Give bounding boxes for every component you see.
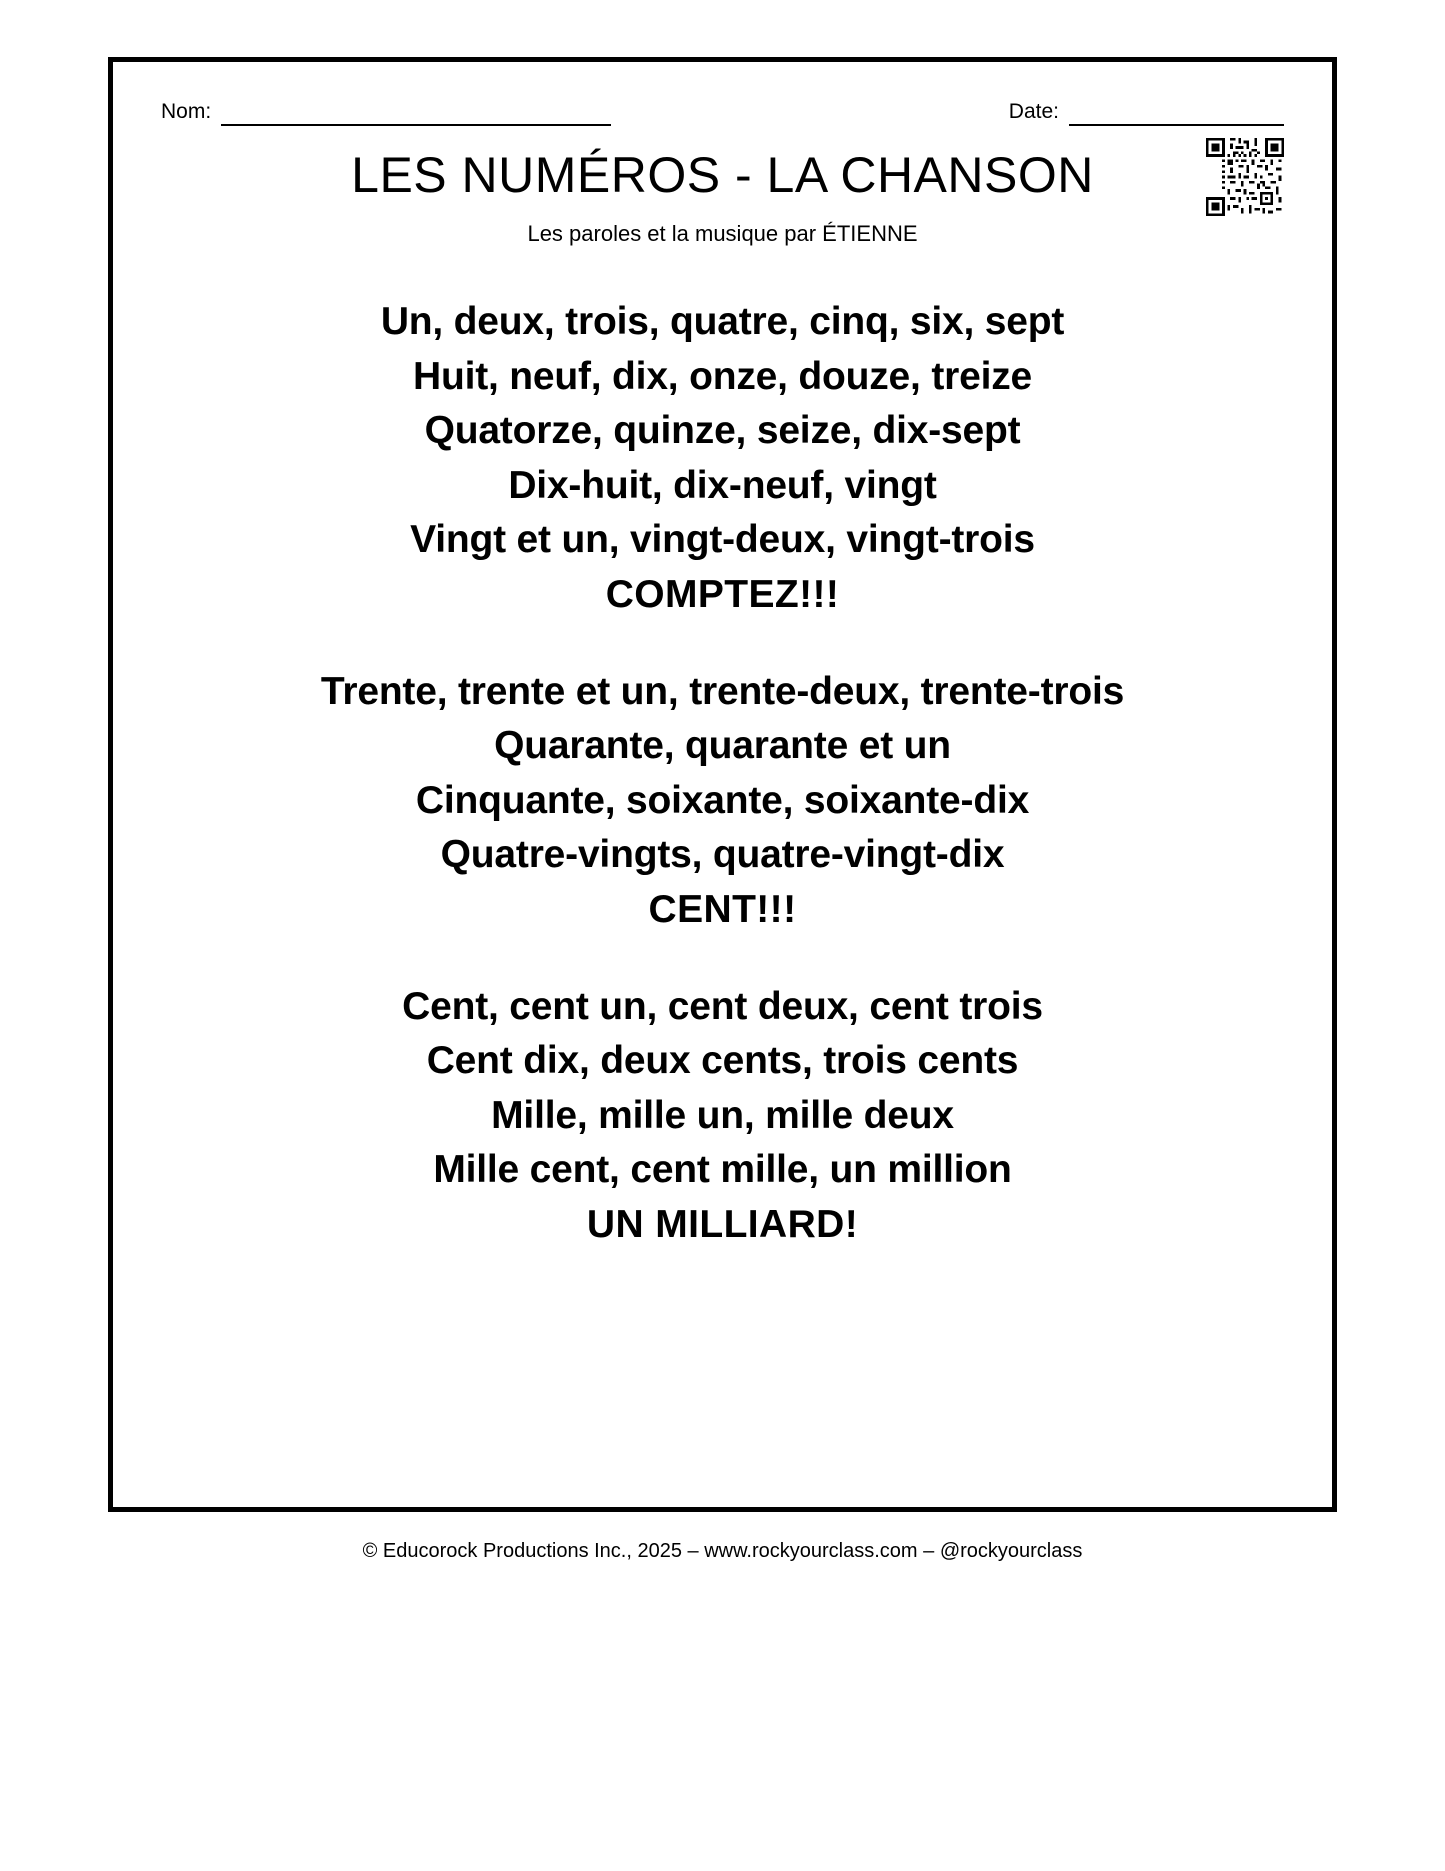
worksheet-page — [108, 57, 1337, 1512]
lyric-line: Huit, neuf, dix, onze, douze, treize — [412, 354, 1032, 398]
name-label: Nom: — [161, 100, 212, 123]
verse-1 — [153, 295, 1292, 623]
date-label: Date: — [1008, 100, 1059, 123]
lyric-line: Quatorze, quinze, seize, dix-sept — [424, 409, 1021, 453]
lyric-line: Vingt et un, vingt-deux, vingt-trois — [410, 518, 1035, 562]
lyric-line-shout: COMPTEZ!!! — [605, 572, 840, 616]
lyric-line: Mille cent, cent mille, un million — [433, 1148, 1012, 1192]
verse-3 — [153, 980, 1292, 1253]
lyric-line: Quatre-vingts, quatre-vingt-dix — [440, 833, 1005, 877]
name-input-line[interactable] — [221, 104, 611, 126]
verse-2 — [153, 665, 1292, 938]
date-input-line[interactable] — [1069, 104, 1284, 126]
qr-code-icon[interactable] — [1206, 138, 1284, 216]
lyric-line: Trente, trente et un, trente-deux, trente-trois — [320, 669, 1125, 713]
lyrics-block — [153, 295, 1292, 1253]
lyric-line: Cent dix, deux cents, trois cents — [426, 1039, 1019, 1083]
lyric-line-shout: CENT!!! — [648, 887, 797, 931]
page-title: LES NUMÉROS - LA CHANSON — [351, 147, 1094, 203]
lyric-line: Mille, mille un, mille deux — [491, 1093, 954, 1137]
lyric-line: Dix-huit, dix-neuf, vingt — [508, 463, 937, 507]
lyric-line: Cent, cent un, cent deux, cent trois — [402, 984, 1043, 1028]
page-subtitle: Les paroles et la musique par ÉTIENNE — [527, 221, 918, 246]
lyric-line: Quarante, quarante et un — [494, 724, 951, 768]
title-block — [153, 148, 1292, 247]
lyric-line: Un, deux, trois, quatre, cinq, six, sept — [380, 300, 1065, 343]
student-info-row — [153, 100, 1292, 126]
lyric-line: Cinquante, soixante, soixante-dix — [415, 778, 1030, 822]
lyric-line-shout: UN MILLIARD! — [586, 1202, 859, 1246]
footer-copyright: © Educorock Productions Inc., 2025 – www.rockyourclass.com – @rockyourclass — [362, 1540, 1083, 1562]
